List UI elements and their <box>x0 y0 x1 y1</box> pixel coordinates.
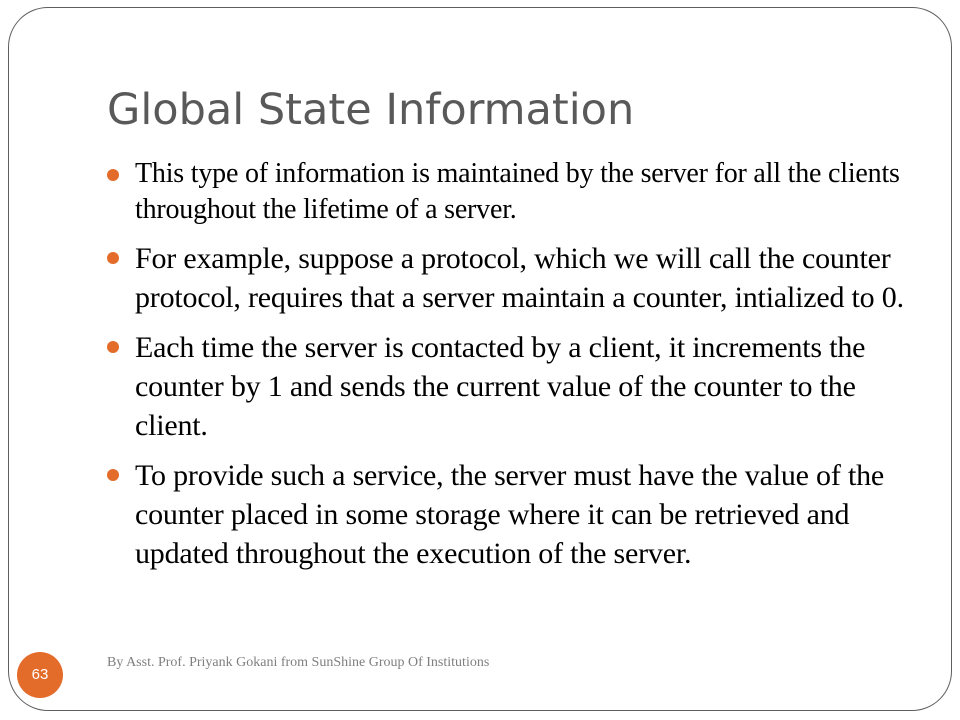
bullet-text: For example, suppose a protocol, which we will call the counter protocol, requires that a server maintain a counter, intialized to 0. <box>135 242 904 314</box>
page-number-badge: 63 <box>17 652 63 698</box>
bullet-item <box>107 156 907 228</box>
bullet-dot-icon <box>107 169 119 181</box>
bullet-dot-icon <box>107 469 119 481</box>
bullet-text: This type of information is maintained by the server for all the clients throughout the lifetime of a server. <box>135 158 900 225</box>
bullet-list <box>107 156 907 584</box>
footer-credit: By Asst. Prof. Priyank Gokani from SunShine Group Of Institutions <box>107 655 490 670</box>
bullet-dot-icon <box>107 252 119 264</box>
bullet-text: Each time the server is contacted by a client, it increments the counter by 1 and sends the current value of the counter to the client. <box>135 331 866 442</box>
bullet-item <box>107 239 907 317</box>
bullet-text: To provide such a service, the server must have the value of the counter placed in some storage where it can be retrieved and updated throughout the execution of the server. <box>135 459 884 570</box>
bullet-dot-icon <box>107 341 119 353</box>
slide-title: Global State Information <box>107 85 635 135</box>
bullet-item <box>107 456 907 573</box>
bullet-item <box>107 328 907 445</box>
